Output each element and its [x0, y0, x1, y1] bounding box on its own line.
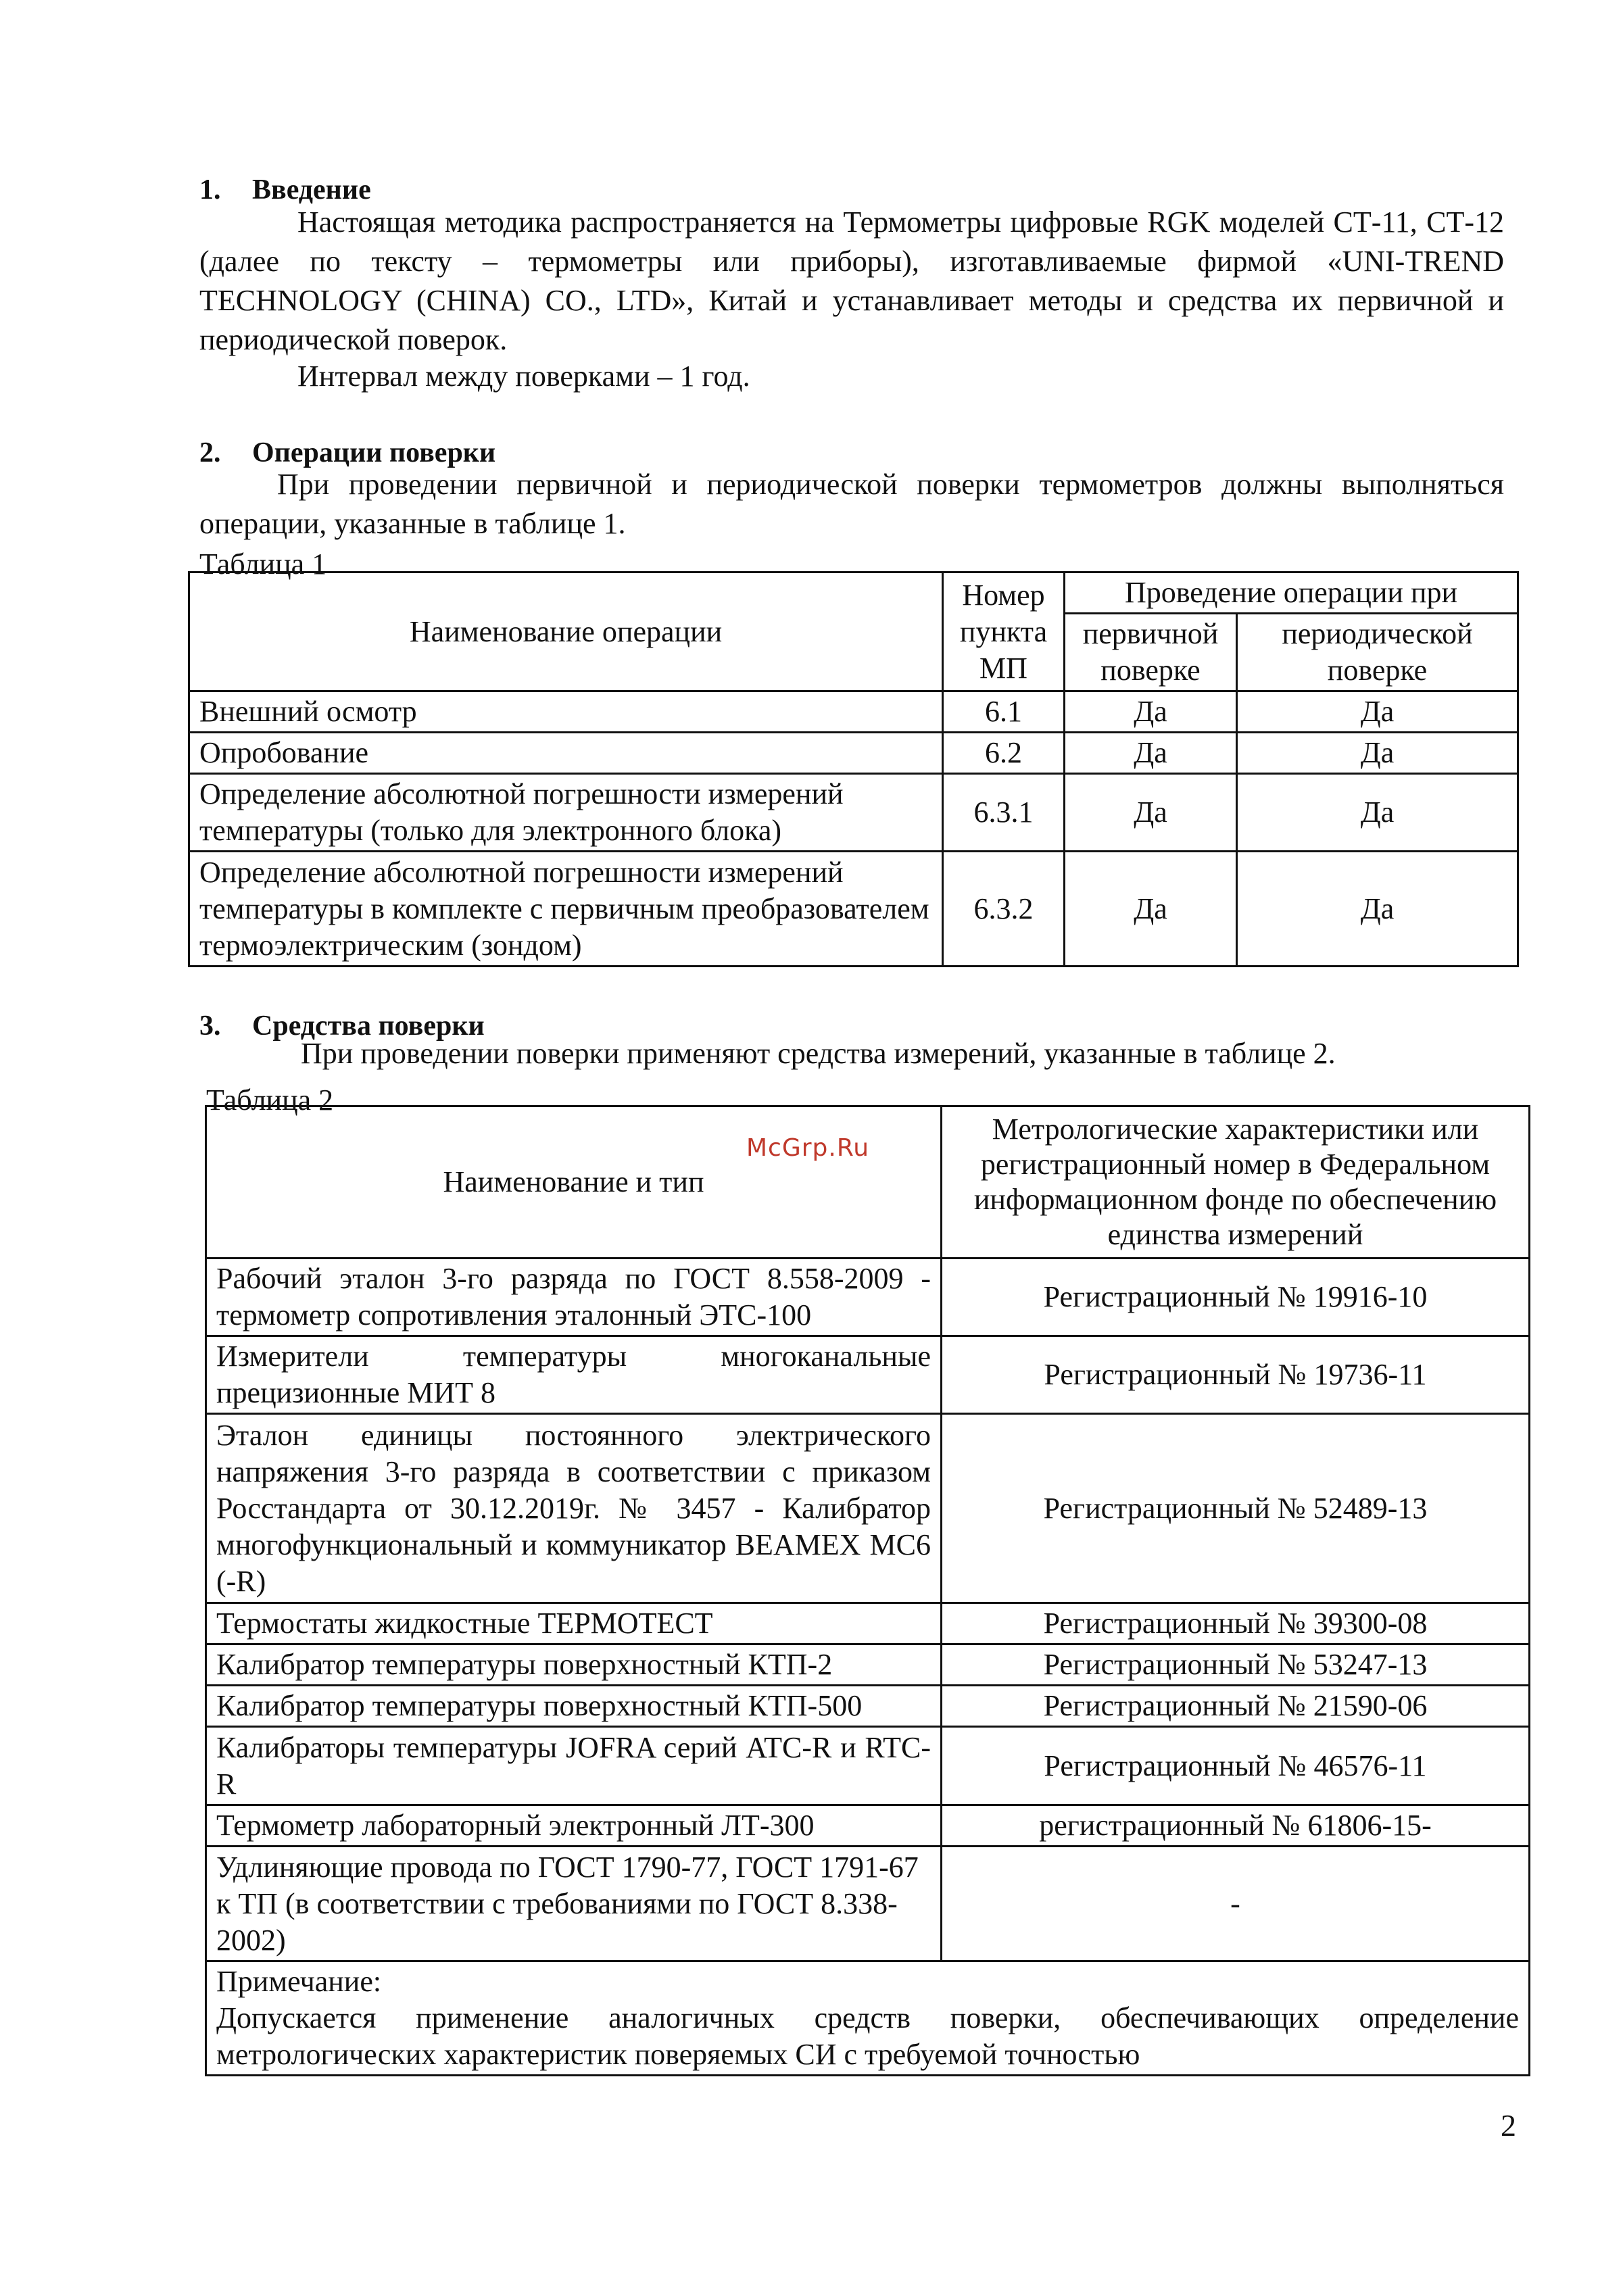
section-2-paragraph: При проведении первичной и периодической поверки термометров должны выполняться операции, указанные в таблице 1. — [199, 468, 1504, 540]
table-2 — [205, 1105, 1530, 2076]
section-2-title: Операции поверки — [252, 437, 496, 468]
table-2-note — [206, 1961, 1530, 2076]
table-row — [206, 1603, 1530, 1644]
table-1-cell-primary: Да — [1065, 774, 1237, 852]
table-1-cell-name: Опробование — [189, 733, 943, 774]
table-2-cell-name: Рабочий эталон 3-го разряда по ГОСТ 8.558-2009 - термометр сопротивления эталонный ЭТС-100 — [206, 1259, 942, 1336]
table-2-cell-metro: Регистрационный № 21590-06 — [942, 1686, 1530, 1727]
section-1-number: 1. — [199, 174, 221, 205]
section-2-number: 2. — [199, 437, 221, 468]
section-1-paragraph: Настоящая методика распространяется на Термометры цифровые RGK моделей СТ-11, СТ-12 (далее по тексту – термометры или приборы), изготавливаемые фирмой «UNI-TREND TECHNOLOGY (CHINA) CO., LTD», Китай и устанавливает методы и средства их первичной и периодической поверок. — [199, 205, 1504, 356]
table-1-header-primary: первичной поверке — [1065, 614, 1237, 691]
table-1-header-group: Проведение операции при — [1065, 572, 1518, 614]
table-1-cell-primary: Да — [1065, 852, 1237, 967]
table-1-header-name: Наименование операции — [189, 572, 943, 691]
table-2-cell-metro: регистрационный № 61806-15- — [942, 1805, 1530, 1847]
table-2-cell-metro: Регистрационный № 19736-11 — [942, 1336, 1530, 1414]
page-number: 2 — [1501, 2108, 1516, 2143]
table-2-cell-name: Калибратор температуры поверхностный КТП-500 — [206, 1686, 942, 1727]
table-1-cell-name: Определение абсолютной погрешности измерений температуры (только для электронного блока) — [189, 774, 943, 852]
table-1-caption: Таблица 1 — [199, 547, 327, 581]
table-1-cell-name: Определение абсолютной погрешности измерений температуры в комплекте с первичным преобразователем термоэлектрическим (зондом) — [189, 852, 943, 967]
table-1-cell-point: 6.3.1 — [943, 774, 1065, 852]
table-1-cell-name: Внешний осмотр — [189, 691, 943, 733]
table-1-cell-periodic: Да — [1237, 852, 1518, 967]
table-2-cell-name: Термометр лабораторный электронный ЛТ-300 — [206, 1805, 942, 1847]
table-2-cell-name: Термостаты жидкостные ТЕРМОТЕСТ — [206, 1603, 942, 1644]
table-row — [206, 1805, 1530, 1847]
section-1-heading — [199, 173, 371, 207]
table-2-cell-metro: Регистрационный № 52489-13 — [942, 1414, 1530, 1603]
table-2-header-row — [206, 1106, 1530, 1259]
table-row — [206, 1847, 1530, 1961]
table-2-note-text: Допускается применение аналогичных средств поверки, обеспечивающих определение метрологических характеристик поверяемых СИ с требуемой точностью — [216, 2001, 1519, 2071]
table-1-cell-periodic: Да — [1237, 733, 1518, 774]
table-2-cell-name: Эталон единицы постоянного электрического напряжения 3-го разряда в соответствии с приказом Росстандарта от 30.12.2019г. № 3457 - Калибратор многофункциональный и коммуникатор BEAMEX MC6 (-R) — [206, 1414, 942, 1603]
table-2-note-row — [206, 1961, 1530, 2076]
table-row — [189, 852, 1518, 967]
section-3-number: 3. — [199, 1010, 221, 1042]
table-2-cell-metro: Регистрационный № 46576-11 — [942, 1727, 1530, 1805]
table-1-cell-point: 6.3.2 — [943, 852, 1065, 967]
table-row — [206, 1336, 1530, 1414]
table-2-header-name: Наименование и тип — [206, 1106, 942, 1259]
watermark-text: McGrp.Ru — [746, 1134, 870, 1162]
table-2-note-title: Примечание: — [216, 1965, 382, 1998]
table-1 — [188, 571, 1519, 967]
table-row — [206, 1259, 1530, 1336]
table-1-header-periodic: периодической поверке — [1237, 614, 1518, 691]
table-row — [206, 1686, 1530, 1727]
table-2-cell-name: Калибраторы температуры JOFRA серий ATC-R и RTC-R — [206, 1727, 942, 1805]
table-2-caption: Таблица 2 — [206, 1083, 334, 1117]
table-2-cell-name: Удлиняющие провода по ГОСТ 1790-77, ГОСТ 1791-67 к ТП (в соответствии с требованиями по ГОСТ 8.338-2002) — [206, 1847, 942, 1961]
table-row — [189, 733, 1518, 774]
table-2-header-metro: Метрологические характеристики или регистрационный номер в Федеральном информационном фонде по обеспечению единства измерений — [942, 1106, 1530, 1259]
table-1-cell-periodic: Да — [1237, 691, 1518, 733]
table-1-cell-primary: Да — [1065, 691, 1237, 733]
table-2-cell-metro: Регистрационный № 19916-10 — [942, 1259, 1530, 1336]
table-1-cell-point: 6.1 — [943, 691, 1065, 733]
table-2-cell-metro: - — [942, 1847, 1530, 1961]
table-1-cell-point: 6.2 — [943, 733, 1065, 774]
table-1-cell-primary: Да — [1065, 733, 1237, 774]
table-2-cell-metro: Регистрационный № 39300-08 — [942, 1603, 1530, 1644]
table-1-cell-periodic: Да — [1237, 774, 1518, 852]
table-row — [206, 1414, 1530, 1603]
table-2-cell-metro: Регистрационный № 53247-13 — [942, 1644, 1530, 1686]
table-row — [206, 1644, 1530, 1686]
table-row — [206, 1727, 1530, 1805]
table-row — [189, 691, 1518, 733]
table-2-cell-name: Измерители температуры многоканальные прецизионные МИТ 8 — [206, 1336, 942, 1414]
section-1-interval: Интервал между поверками – 1 год. — [297, 360, 750, 393]
table-2-cell-name: Калибратор температуры поверхностный КТП-2 — [206, 1644, 942, 1686]
section-3-paragraph: При проведении поверки применяют средства измерений, указанные в таблице 2. — [301, 1037, 1336, 1070]
table-1-header-point: Номер пункта МП — [943, 572, 1065, 691]
section-3-title: Средства поверки — [252, 1010, 485, 1042]
table-row — [189, 774, 1518, 852]
section-1-title: Введение — [252, 174, 371, 205]
table-1-header-row — [189, 572, 1518, 614]
